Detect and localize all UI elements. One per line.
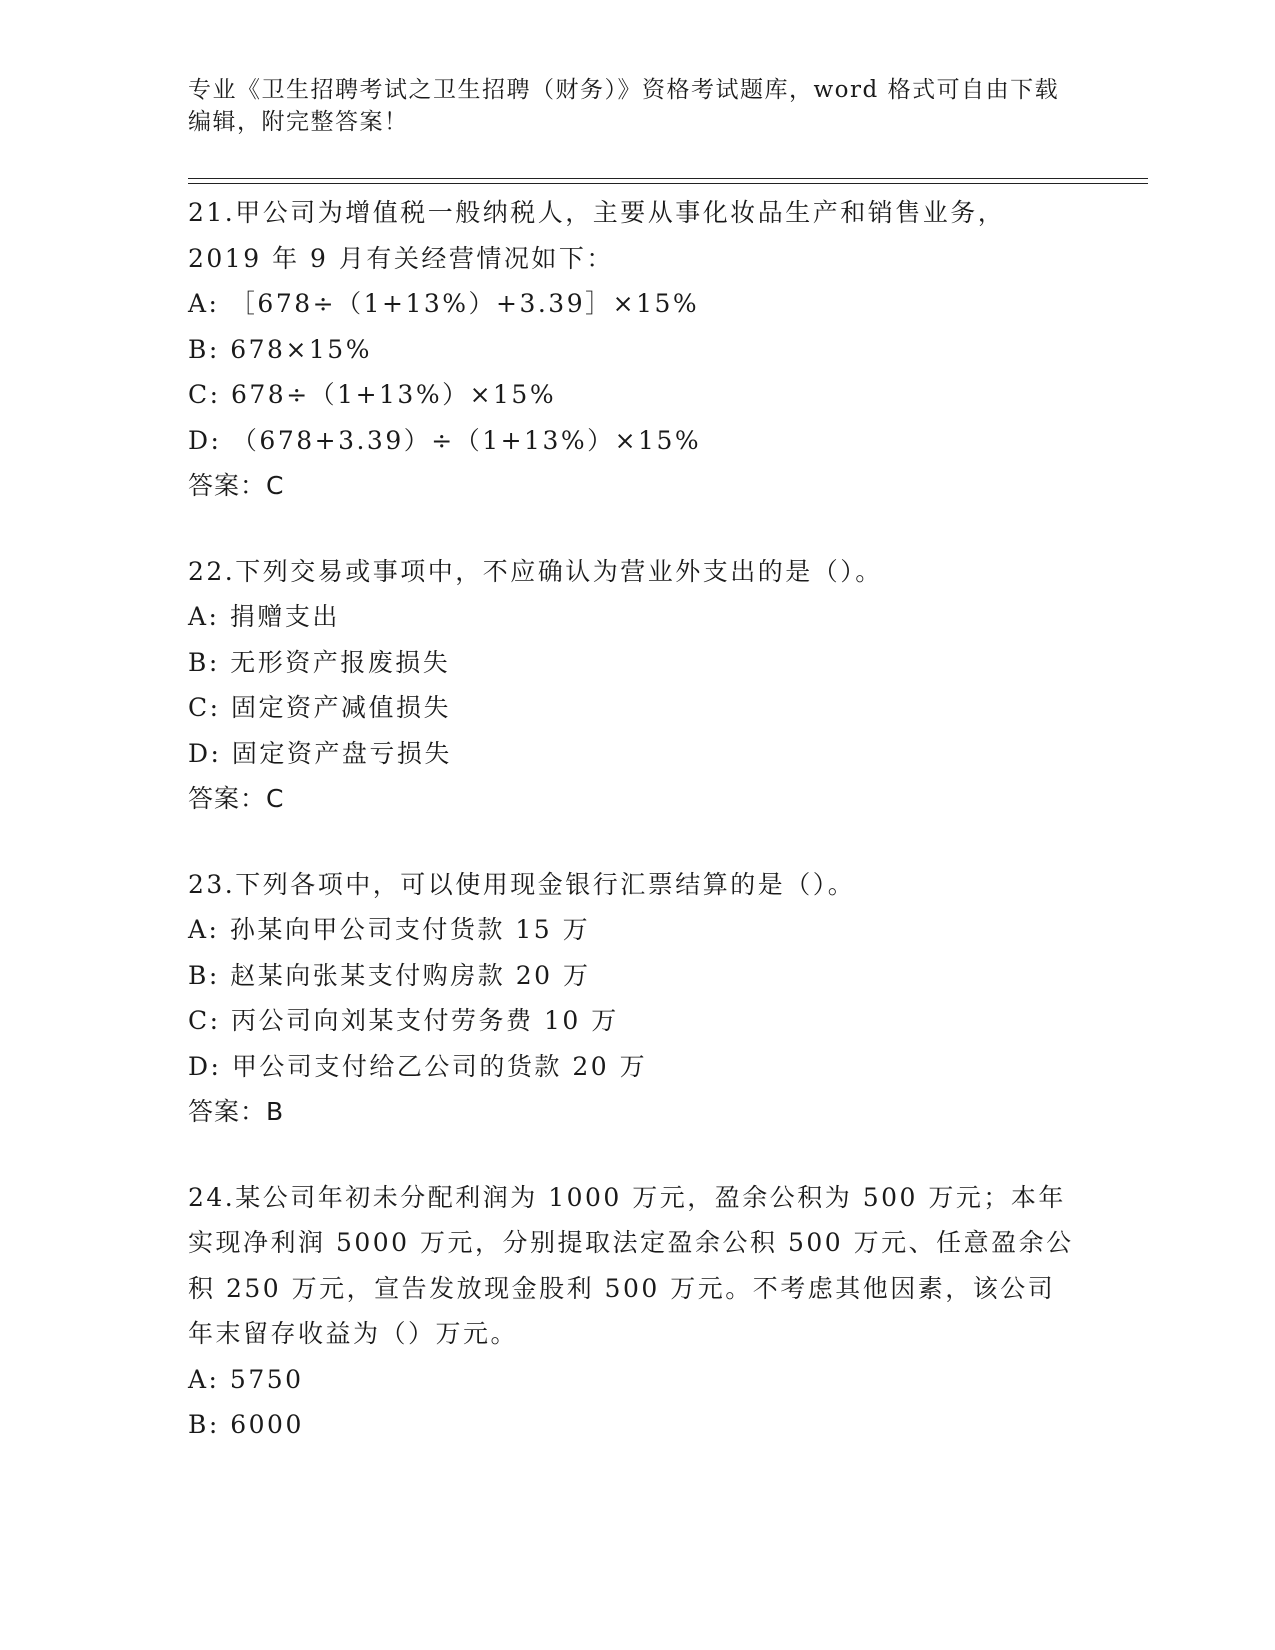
option-d: D: 甲公司支付给乙公司的货款 20 万 bbox=[188, 1051, 648, 1081]
option-a: A: 5750 bbox=[188, 1364, 304, 1394]
option-b: B: 赵某向张某支付购房款 20 万 bbox=[188, 960, 591, 990]
question-text-line: 24.某公司年初未分配利润为 1000 万元，盈余公积为 500 万元；本年 bbox=[188, 1182, 1066, 1212]
header-divider-top bbox=[188, 178, 1148, 179]
question-text-line: 2019 年 9 月有关经营情况如下： bbox=[188, 243, 614, 273]
option-c: C: 678÷（1+13%）×15% bbox=[188, 380, 557, 409]
option-a: A: ［678÷（1+13%）+3.39］×15% bbox=[188, 289, 700, 318]
question-24 bbox=[188, 1175, 1088, 1448]
question-22 bbox=[188, 549, 1088, 822]
option-c: C: 固定资产减值损失 bbox=[188, 693, 451, 722]
question-text-line: 21.甲公司为增值税一般纳税人，主要从事化妆品生产和销售业务， bbox=[188, 198, 1006, 227]
option-d: D: （678+3.39）÷（1+13%）×15% bbox=[188, 425, 702, 455]
header-line-2: 编辑，附完整答案！ bbox=[188, 109, 409, 135]
document-header bbox=[188, 74, 1088, 138]
option-a: A: 孙某向甲公司支付货款 15 万 bbox=[188, 915, 591, 944]
question-text-line: 积 250 万元，宣告发放现金股利 500 万元。不考虑其他因素，该公司 bbox=[188, 1273, 1056, 1303]
option-b: B: 678×15% bbox=[188, 334, 372, 364]
question-text-line: 23.下列各项中，可以使用现金银行汇票结算的是（）。 bbox=[188, 869, 856, 899]
answer: 答案：C bbox=[188, 471, 285, 500]
question-23 bbox=[188, 862, 1088, 1135]
question-text-line: 实现净利润 5000 万元，分别提取法定盈余公积 500 万元、任意盈余公 bbox=[188, 1228, 1074, 1257]
question-21 bbox=[188, 190, 1088, 509]
option-d: D: 固定资产盘亏损失 bbox=[188, 738, 452, 768]
option-c: C: 丙公司向刘某支付劳务费 10 万 bbox=[188, 1006, 619, 1035]
question-text-line: 22.下列交易或事项中，不应确认为营业外支出的是（）。 bbox=[188, 556, 883, 586]
answer: 答案：B bbox=[188, 1097, 285, 1126]
header-divider-bottom bbox=[188, 183, 1148, 184]
answer: 答案：C bbox=[188, 784, 285, 813]
question-text-line: 年末留存收益为（）万元。 bbox=[188, 1319, 519, 1348]
option-b: B: 6000 bbox=[188, 1410, 304, 1439]
option-b: B: 无形资产报废损失 bbox=[188, 647, 451, 677]
header-line-1: 专业《卫生招聘考试之卫生招聘（财务）》资格考试题库，word 格式可自由下载 bbox=[188, 77, 1060, 103]
question-list bbox=[188, 190, 1088, 1488]
option-a: A: 捐赠支出 bbox=[188, 602, 340, 631]
